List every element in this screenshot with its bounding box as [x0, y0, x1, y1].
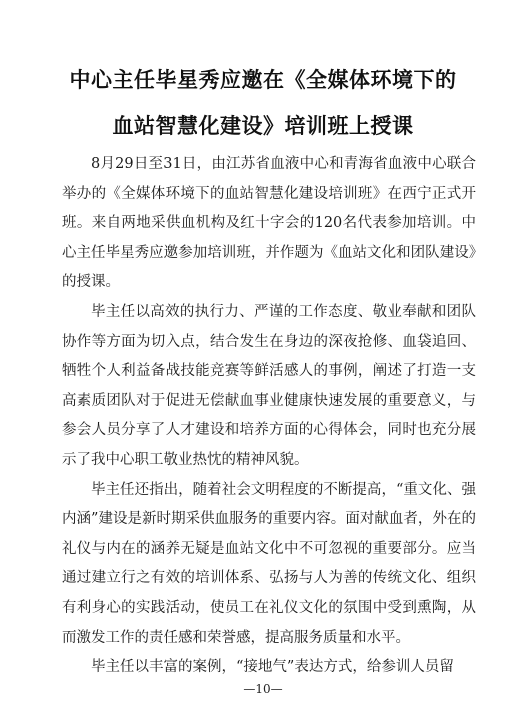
article-title-line-2: 血站智慧化建设》培训班上授课 — [112, 114, 414, 138]
paragraph-2: 毕主任以高效的执行力、严谨的工作态度、敬业奉献和团队协作等方面为切入点，结合发生在身边的深夜抢修、血袋追回、牺牲个人利益备战技能竞赛等鲜活感人的事例，阐述了打造一支高素质团队对于促进无偿献血事业健康快速发展的重要意义，与参会人员分享了人才建设和培养方面的心得体会，同时也充分展示了我中心职工敬业热忱的精神风貌。 — [62, 303, 476, 468]
article-title-line-1: 中心主任毕星秀应邀在《全媒体环境下的 — [69, 68, 457, 92]
paragraph-3: 毕主任还指出，随着社会文明程度的不断提高，“重文化、强内涵”建设是新时期采供血服务的重要内容。面对献血者，外在的礼仪与内在的涵养无疑是血站文化中不可忽视的重要部分。应当通过建立行之有效的培训体系、弘扬与人为善的传统文化、组织有利身心的实践活动，使员工在礼仪文化的氛围中受到熏陶，从而激发工作的责任感和荣誉感，提高服务质量和水平。 — [62, 481, 476, 646]
article-body — [62, 150, 476, 683]
page-number: —10— — [243, 682, 283, 696]
paragraph-4: 毕主任以丰富的案例，“接地气”表达方式，给参训人员留 — [91, 659, 454, 676]
paragraph-1: 8月29日至31日，由江苏省血液中心和青海省血液中心联合举办的《全媒体环境下的血站智慧化建设培训班》在西宁正式开班。来自两地采供血机构及红十字会的120名代表参加培训。中心主任毕星秀应邀参加培训班，并作题为《血站文化和团队建设》的授课。 — [62, 156, 476, 291]
